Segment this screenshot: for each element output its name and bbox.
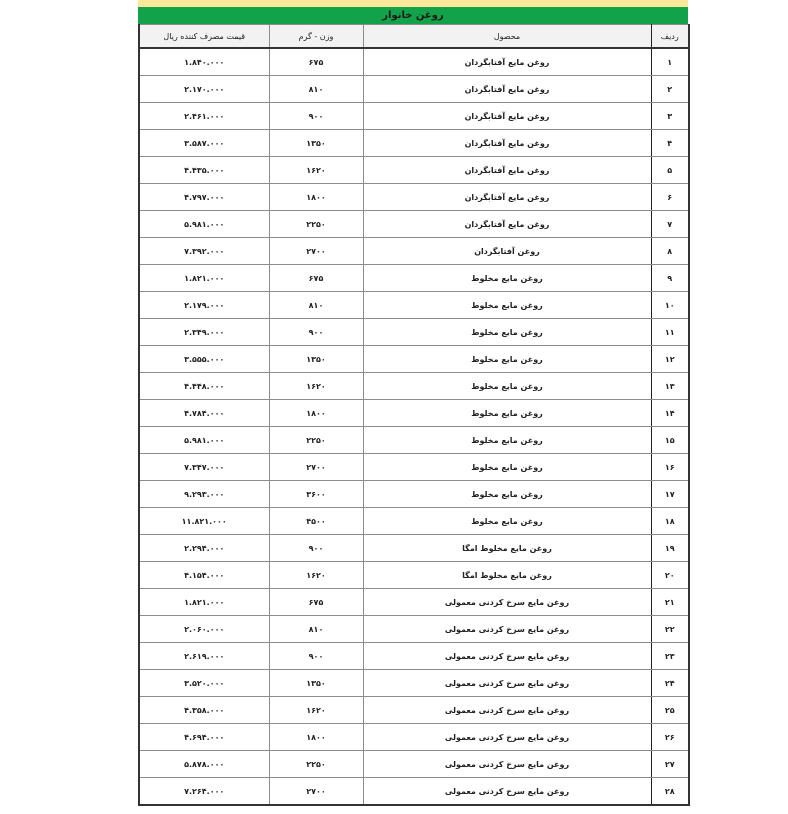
product-cell: روغن مایع سرخ کردنی معمولی: [363, 778, 651, 806]
table-row: [139, 184, 689, 211]
product-cell: روغن مایع مخلوط: [363, 454, 651, 481]
row-index: ۲۳: [651, 643, 689, 670]
row-index: ۵: [651, 157, 689, 184]
table-row: [139, 427, 689, 454]
price-cell: ۴.۷۸۴.۰۰۰: [139, 400, 269, 427]
price-cell: ۲.۱۷۰.۰۰۰: [139, 76, 269, 103]
table-row: [139, 643, 689, 670]
price-cell: ۹.۲۹۳.۰۰۰: [139, 481, 269, 508]
product-cell: روغن مایع سرخ کردنی معمولی: [363, 751, 651, 778]
price-cell: ۴.۷۹۷.۰۰۰: [139, 184, 269, 211]
weight-cell: ۲۷۰۰: [269, 238, 363, 265]
row-index: ۱۲: [651, 346, 689, 373]
product-cell: روغن مایع آفتابگردان: [363, 157, 651, 184]
weight-cell: ۱۳۵۰: [269, 670, 363, 697]
price-cell: ۲.۱۷۹.۰۰۰: [139, 292, 269, 319]
weight-cell: ۲۲۵۰: [269, 751, 363, 778]
weight-cell: ۸۱۰: [269, 616, 363, 643]
price-cell: ۱.۸۲۱.۰۰۰: [139, 265, 269, 292]
product-cell: روغن مایع مخلوط امگا: [363, 562, 651, 589]
row-index: ۱۶: [651, 454, 689, 481]
table-body: [139, 48, 689, 805]
table-row: [139, 454, 689, 481]
price-cell: ۱.۸۲۱.۰۰۰: [139, 589, 269, 616]
row-index: ۲۵: [651, 697, 689, 724]
table-row: [139, 697, 689, 724]
price-cell: ۳.۵۲۰.۰۰۰: [139, 670, 269, 697]
price-sheet: [138, 0, 688, 806]
product-cell: روغن مایع سرخ کردنی معمولی: [363, 643, 651, 670]
weight-cell: ۱۸۰۰: [269, 400, 363, 427]
table-row: [139, 130, 689, 157]
table-row: [139, 670, 689, 697]
product-cell: روغن مایع آفتابگردان: [363, 103, 651, 130]
price-cell: ۲.۳۴۹.۰۰۰: [139, 319, 269, 346]
header-row: [139, 25, 689, 49]
price-cell: ۴.۴۴۸.۰۰۰: [139, 373, 269, 400]
product-cell: روغن مایع آفتابگردان: [363, 130, 651, 157]
price-cell: ۵.۹۸۱.۰۰۰: [139, 211, 269, 238]
price-cell: ۱۱.۸۲۱.۰۰۰: [139, 508, 269, 535]
row-index: ۲: [651, 76, 689, 103]
price-cell: ۴.۶۹۴.۰۰۰: [139, 724, 269, 751]
top-strip: [138, 0, 688, 7]
row-index: ۱۳: [651, 373, 689, 400]
column-header-index: ردیف: [651, 25, 689, 49]
table-row: [139, 103, 689, 130]
product-cell: روغن مایع سرخ کردنی معمولی: [363, 616, 651, 643]
product-cell: روغن مایع مخلوط: [363, 265, 651, 292]
price-cell: ۲.۴۶۱.۰۰۰: [139, 103, 269, 130]
row-index: ۱۹: [651, 535, 689, 562]
table-row: [139, 346, 689, 373]
product-cell: روغن مایع سرخ کردنی معمولی: [363, 589, 651, 616]
weight-cell: ۲۲۵۰: [269, 211, 363, 238]
weight-cell: ۱۸۰۰: [269, 724, 363, 751]
column-header-weight: وزن - گرم: [269, 25, 363, 49]
weight-cell: ۳۶۰۰: [269, 481, 363, 508]
row-index: ۲۰: [651, 562, 689, 589]
weight-cell: ۸۱۰: [269, 292, 363, 319]
table-row: [139, 48, 689, 76]
price-cell: ۷.۳۹۲.۰۰۰: [139, 238, 269, 265]
row-index: ۲۸: [651, 778, 689, 806]
row-index: ۲۲: [651, 616, 689, 643]
product-cell: روغن مایع مخلوط: [363, 427, 651, 454]
product-cell: روغن مایع مخلوط: [363, 292, 651, 319]
table-row: [139, 616, 689, 643]
row-index: ۴: [651, 130, 689, 157]
row-index: ۹: [651, 265, 689, 292]
table-row: [139, 238, 689, 265]
product-cell: روغن مایع آفتابگردان: [363, 184, 651, 211]
product-cell: روغن مایع آفتابگردان: [363, 211, 651, 238]
table-title: روغن خانوار: [138, 7, 688, 24]
weight-cell: ۲۷۰۰: [269, 778, 363, 806]
product-cell: روغن مایع مخلوط: [363, 400, 651, 427]
table-row: [139, 157, 689, 184]
price-cell: ۲.۶۱۹.۰۰۰: [139, 643, 269, 670]
row-index: ۷: [651, 211, 689, 238]
table-row: [139, 265, 689, 292]
product-cell: روغن مایع مخلوط امگا: [363, 535, 651, 562]
weight-cell: ۱۶۲۰: [269, 157, 363, 184]
weight-cell: ۱۶۲۰: [269, 562, 363, 589]
table-row: [139, 211, 689, 238]
price-cell: ۴.۱۵۴.۰۰۰: [139, 562, 269, 589]
price-cell: ۴.۳۵۸.۰۰۰: [139, 697, 269, 724]
weight-cell: ۲۷۰۰: [269, 454, 363, 481]
price-cell: ۳.۵۵۵.۰۰۰: [139, 346, 269, 373]
price-table: [138, 24, 690, 806]
product-cell: روغن مایع مخلوط: [363, 373, 651, 400]
price-cell: ۵.۸۷۸.۰۰۰: [139, 751, 269, 778]
row-index: ۲۴: [651, 670, 689, 697]
weight-cell: ۲۲۵۰: [269, 427, 363, 454]
weight-cell: ۴۵۰۰: [269, 508, 363, 535]
price-cell: ۱.۸۴۰.۰۰۰: [139, 48, 269, 76]
product-cell: روغن مایع آفتابگردان: [363, 48, 651, 76]
table-row: [139, 751, 689, 778]
table-row: [139, 292, 689, 319]
row-index: ۱۰: [651, 292, 689, 319]
table-row: [139, 481, 689, 508]
table-row: [139, 319, 689, 346]
weight-cell: ۹۰۰: [269, 319, 363, 346]
row-index: ۶: [651, 184, 689, 211]
weight-cell: ۸۱۰: [269, 76, 363, 103]
weight-cell: ۱۳۵۰: [269, 346, 363, 373]
product-cell: روغن مایع مخلوط: [363, 346, 651, 373]
table-row: [139, 778, 689, 806]
table-row: [139, 508, 689, 535]
price-cell: ۷.۲۶۴.۰۰۰: [139, 778, 269, 806]
product-cell: روغن مایع مخلوط: [363, 319, 651, 346]
weight-cell: ۱۶۲۰: [269, 697, 363, 724]
row-index: ۱۸: [651, 508, 689, 535]
price-cell: ۷.۳۴۷.۰۰۰: [139, 454, 269, 481]
row-index: ۲۶: [651, 724, 689, 751]
row-index: ۳: [651, 103, 689, 130]
table-row: [139, 373, 689, 400]
weight-cell: ۶۷۵: [269, 265, 363, 292]
row-index: ۱۷: [651, 481, 689, 508]
table-row: [139, 76, 689, 103]
table-row: [139, 589, 689, 616]
price-cell: ۳.۵۸۷.۰۰۰: [139, 130, 269, 157]
row-index: ۱۱: [651, 319, 689, 346]
price-cell: ۵.۹۸۱.۰۰۰: [139, 427, 269, 454]
weight-cell: ۱۶۲۰: [269, 373, 363, 400]
column-header-price: قیمت مصرف کننده ریال: [139, 25, 269, 49]
row-index: ۱: [651, 48, 689, 76]
product-cell: روغن مایع مخلوط: [363, 508, 651, 535]
weight-cell: ۶۷۵: [269, 48, 363, 76]
weight-cell: ۹۰۰: [269, 103, 363, 130]
weight-cell: ۱۸۰۰: [269, 184, 363, 211]
table-row: [139, 535, 689, 562]
table-row: [139, 562, 689, 589]
product-cell: روغن مایع سرخ کردنی معمولی: [363, 697, 651, 724]
row-index: ۱۴: [651, 400, 689, 427]
table-row: [139, 724, 689, 751]
table-row: [139, 400, 689, 427]
weight-cell: ۶۷۵: [269, 589, 363, 616]
weight-cell: ۹۰۰: [269, 535, 363, 562]
row-index: ۲۱: [651, 589, 689, 616]
price-cell: ۲.۲۹۴.۰۰۰: [139, 535, 269, 562]
row-index: ۲۷: [651, 751, 689, 778]
product-cell: روغن مایع آفتابگردان: [363, 76, 651, 103]
weight-cell: ۱۳۵۰: [269, 130, 363, 157]
product-cell: روغن مایع سرخ کردنی معمولی: [363, 670, 651, 697]
price-cell: ۴.۴۳۵.۰۰۰: [139, 157, 269, 184]
product-cell: روغن مایع مخلوط: [363, 481, 651, 508]
weight-cell: ۹۰۰: [269, 643, 363, 670]
column-header-product: محصول: [363, 25, 651, 49]
row-index: ۱۵: [651, 427, 689, 454]
price-cell: ۲.۰۶۰.۰۰۰: [139, 616, 269, 643]
product-cell: روغن مایع سرخ کردنی معمولی: [363, 724, 651, 751]
product-cell: روغن آفتابگردان: [363, 238, 651, 265]
row-index: ۸: [651, 238, 689, 265]
